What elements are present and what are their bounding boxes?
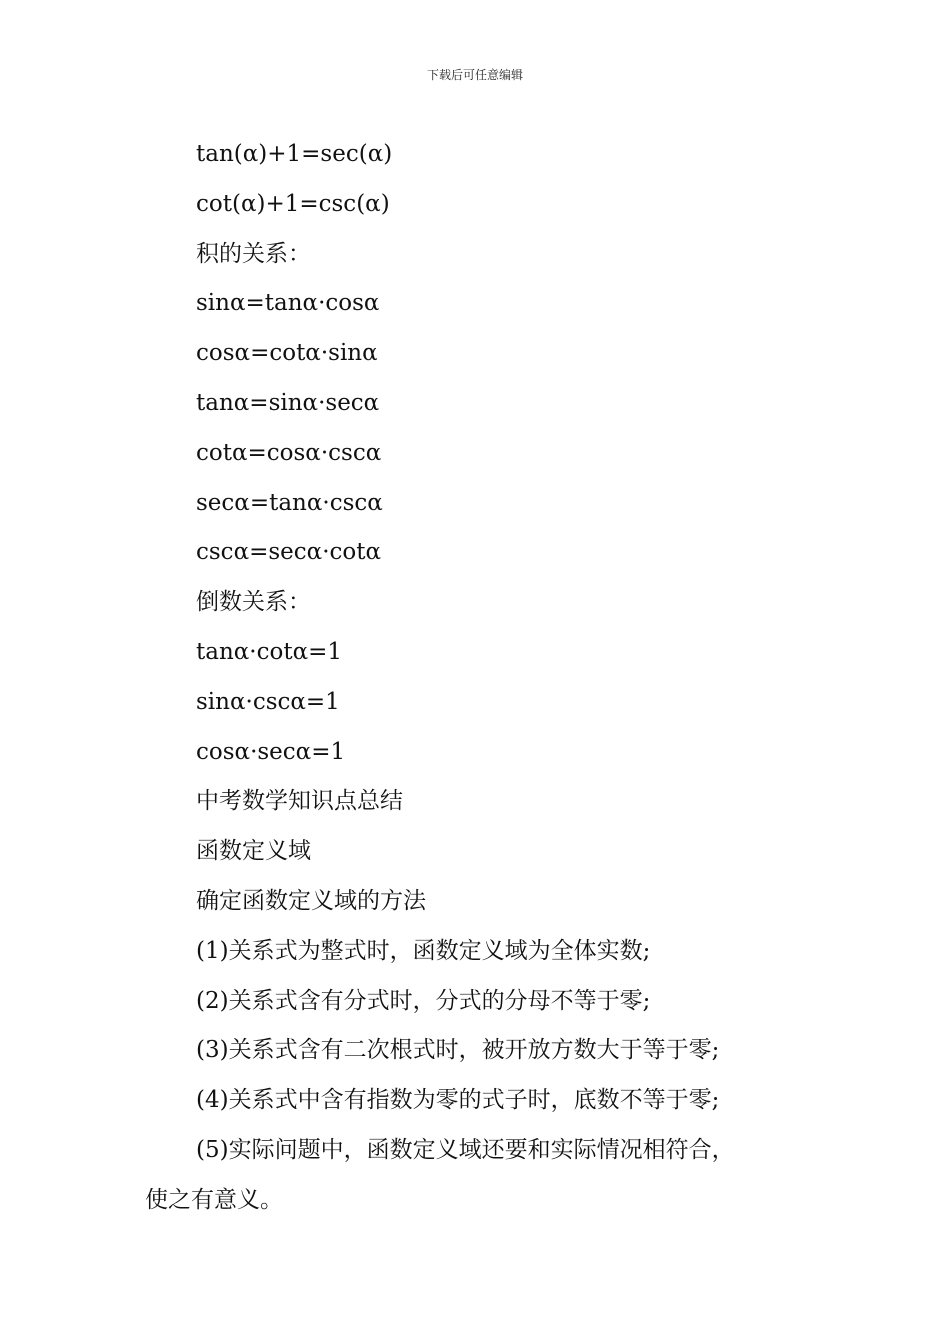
section-heading: 确定函数定义域的方法 <box>196 887 426 914</box>
text-line: tan(α)+1=sec(α) <box>196 141 393 167</box>
text-line: cscα=secα·cotα <box>196 539 382 566</box>
text-line: sinα·cscα=1 <box>196 688 340 715</box>
page-header: 下载后可任意编辑 <box>426 68 523 82</box>
section-heading: 函数定义域 <box>196 838 311 865</box>
section-heading: 积的关系： <box>196 240 311 267</box>
text-line: (2)关系式含有分式时，分式的分母不等于零; <box>196 987 651 1014</box>
text-line: (5)实际问题中，函数定义域还要和实际情况相符合， <box>196 1136 735 1163</box>
text-line: cosα=cotα·sinα <box>196 340 378 367</box>
text-line: (1)关系式为整式时，函数定义域为全体实数; <box>196 937 651 964</box>
text-line: (4)关系式中含有指数为零的式子时，底数不等于零; <box>196 1087 720 1114</box>
section-heading: 倒数关系： <box>196 589 311 616</box>
text-line: sinα=tanα·cosα <box>196 290 380 317</box>
section-heading: 中考数学知识点总结 <box>196 788 403 815</box>
text-line: cosα·secα=1 <box>196 738 346 765</box>
text-line: tanα·cotα=1 <box>196 638 343 665</box>
text-line: tanα=sinα·secα <box>196 389 380 416</box>
text-line: (3)关系式含有二次根式时，被开放方数大于等于零; <box>196 1037 720 1064</box>
text-line: cotα=cosα·cscα <box>196 439 382 466</box>
text-line: secα=tanα·cscα <box>196 489 383 516</box>
text-line: cot(α)+1=csc(α) <box>196 190 390 217</box>
document-body <box>145 130 805 1226</box>
text-line: 使之有意义。 <box>145 1186 283 1213</box>
